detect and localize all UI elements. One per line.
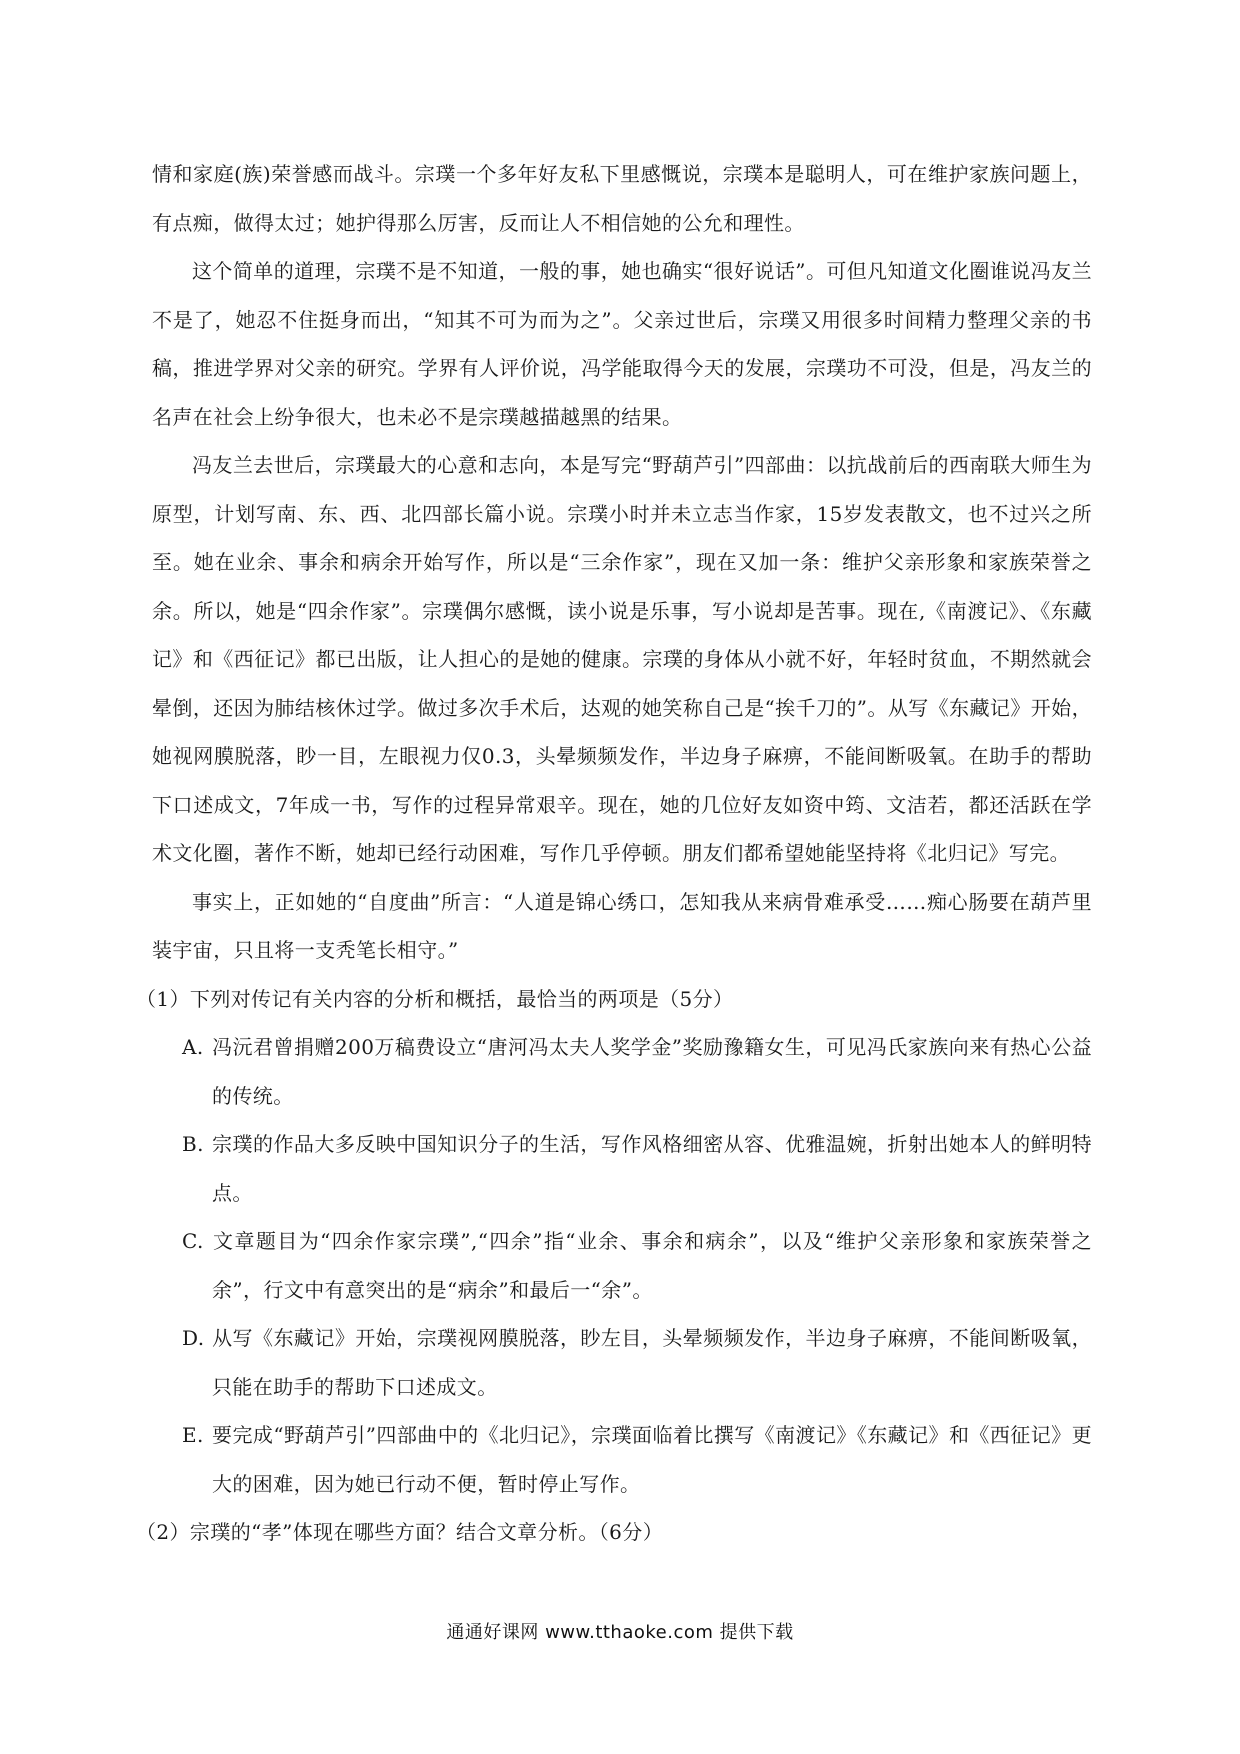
- option-text: 冯沅君曾捐赠200万稿费设立“唐河冯太夫人奖学金”奖励豫籍女生，可见冯氏家族向来有热心公益的传统。: [212, 1035, 1092, 1108]
- option-c: [152, 1217, 1092, 1314]
- paragraph: 事实上，正如她的“自度曲”所言：“人道是锦心绣口，怎知我从来病骨难承受……痴心肠要在葫芦里装宇宙，只且将一支秃笔长相守。”: [152, 889, 1092, 962]
- option-a: [152, 1023, 1092, 1120]
- option-text: 宗璞的作品大多反映中国知识分子的生活，写作风格细密从容、优雅温婉，折射出她本人的鲜明特点。: [212, 1132, 1092, 1205]
- option-label: A.: [182, 1035, 204, 1059]
- option-d: [152, 1314, 1092, 1411]
- option-text: 文章题目为“四余作家宗璞”,“四余”指“业余、事余和病余”，以及“维护父亲形象和家族荣誉之余”，行文中有意突出的是“病余”和最后一“余”。: [212, 1229, 1092, 1302]
- option-label: C.: [182, 1229, 204, 1253]
- paragraph: 这个简单的道理，宗璞不是不知道，一般的事，她也确实“很好说话”。可但凡知道文化圈谁说冯友兰不是了，她忍不住挺身而出，“知其不可为而为之”。父亲过世后，宗璞又用很多时间精力整理父亲的书稿，推进学界对父亲的研究。学界有人评价说，冯学能取得今天的发展，宗璞功不可没，但是，冯友兰的名声在社会上纷争很大，也未必不是宗璞越描越黑的结果。: [152, 259, 1092, 429]
- question-1-stem: （1）下列对传记有关内容的分析和概括，最恰当的两项是（5分）: [136, 986, 734, 1011]
- option-b: [152, 1120, 1092, 1217]
- option-label: E.: [182, 1423, 204, 1447]
- option-e: [152, 1411, 1092, 1508]
- option-label: B.: [182, 1132, 204, 1156]
- option-text: 从写《东藏记》开始，宗璞视网膜脱落，眇左目，头晕频频发作，半边身子麻痹，不能间断吸氧，只能在助手的帮助下口述成文。: [212, 1326, 1092, 1399]
- document-body: [136, 150, 1092, 1557]
- option-label: D.: [182, 1326, 205, 1350]
- option-text: 要完成“野葫芦引”四部曲中的《北归记》，宗璞面临着比撰写《南渡记》《东藏记》和《西征记》更大的困难，因为她已行动不便，暂时停止写作。: [212, 1423, 1092, 1496]
- page-footer: 通通好课网 www.tthaoke.com 提供下载: [446, 1622, 794, 1643]
- paragraph: 冯友兰去世后，宗璞最大的心意和志向，本是写完“野葫芦引”四部曲：以抗战前后的西南联大师生为原型，计划写南、东、西、北四部长篇小说。宗璞小时并未立志当作家，15岁发表散文，也不过兴之所至。她在业余、事余和病余开始写作，所以是“三余作家”，现在又加一条：维护父亲形象和家族荣誉之余。所以，她是“四余作家”。宗璞偶尔感慨，读小说是乐事，写小说却是苦事。现在,《南渡记》、《东藏记》和《西征记》都已出版，让人担心的是她的健康。宗璞的身体从小就不好，年轻时贫血，不期然就会晕倒，还因为肺结核休过学。做过多次手术后，达观的她笑称自己是“挨千刀的”。从写《东藏记》开始，她视网膜脱落，眇一目，左眼视力仅0.3，头晕频频发作，半边身子麻痹，不能间断吸氧。在助手的帮助下口述成文，7年成一书，写作的过程异常艰辛。现在，她的几位好友如资中筠、文洁若，都还活跃在学术文化圈，著作不断，她却已经行动困难，写作几乎停顿。朋友们都希望她能坚持将《北归记》写完。: [152, 453, 1092, 865]
- paragraph: 情和家庭(族)荣誉感而战斗。宗璞一个多年好友私下里感慨说，宗璞本是聪明人，可在维护家族问题上，有点痴，做得太过；她护得那么厉害，反而让人不相信她的公允和理性。: [152, 162, 1092, 235]
- question-2-stem: （2）宗璞的“孝”体现在哪些方面？结合文章分析。（6分）: [136, 1520, 664, 1544]
